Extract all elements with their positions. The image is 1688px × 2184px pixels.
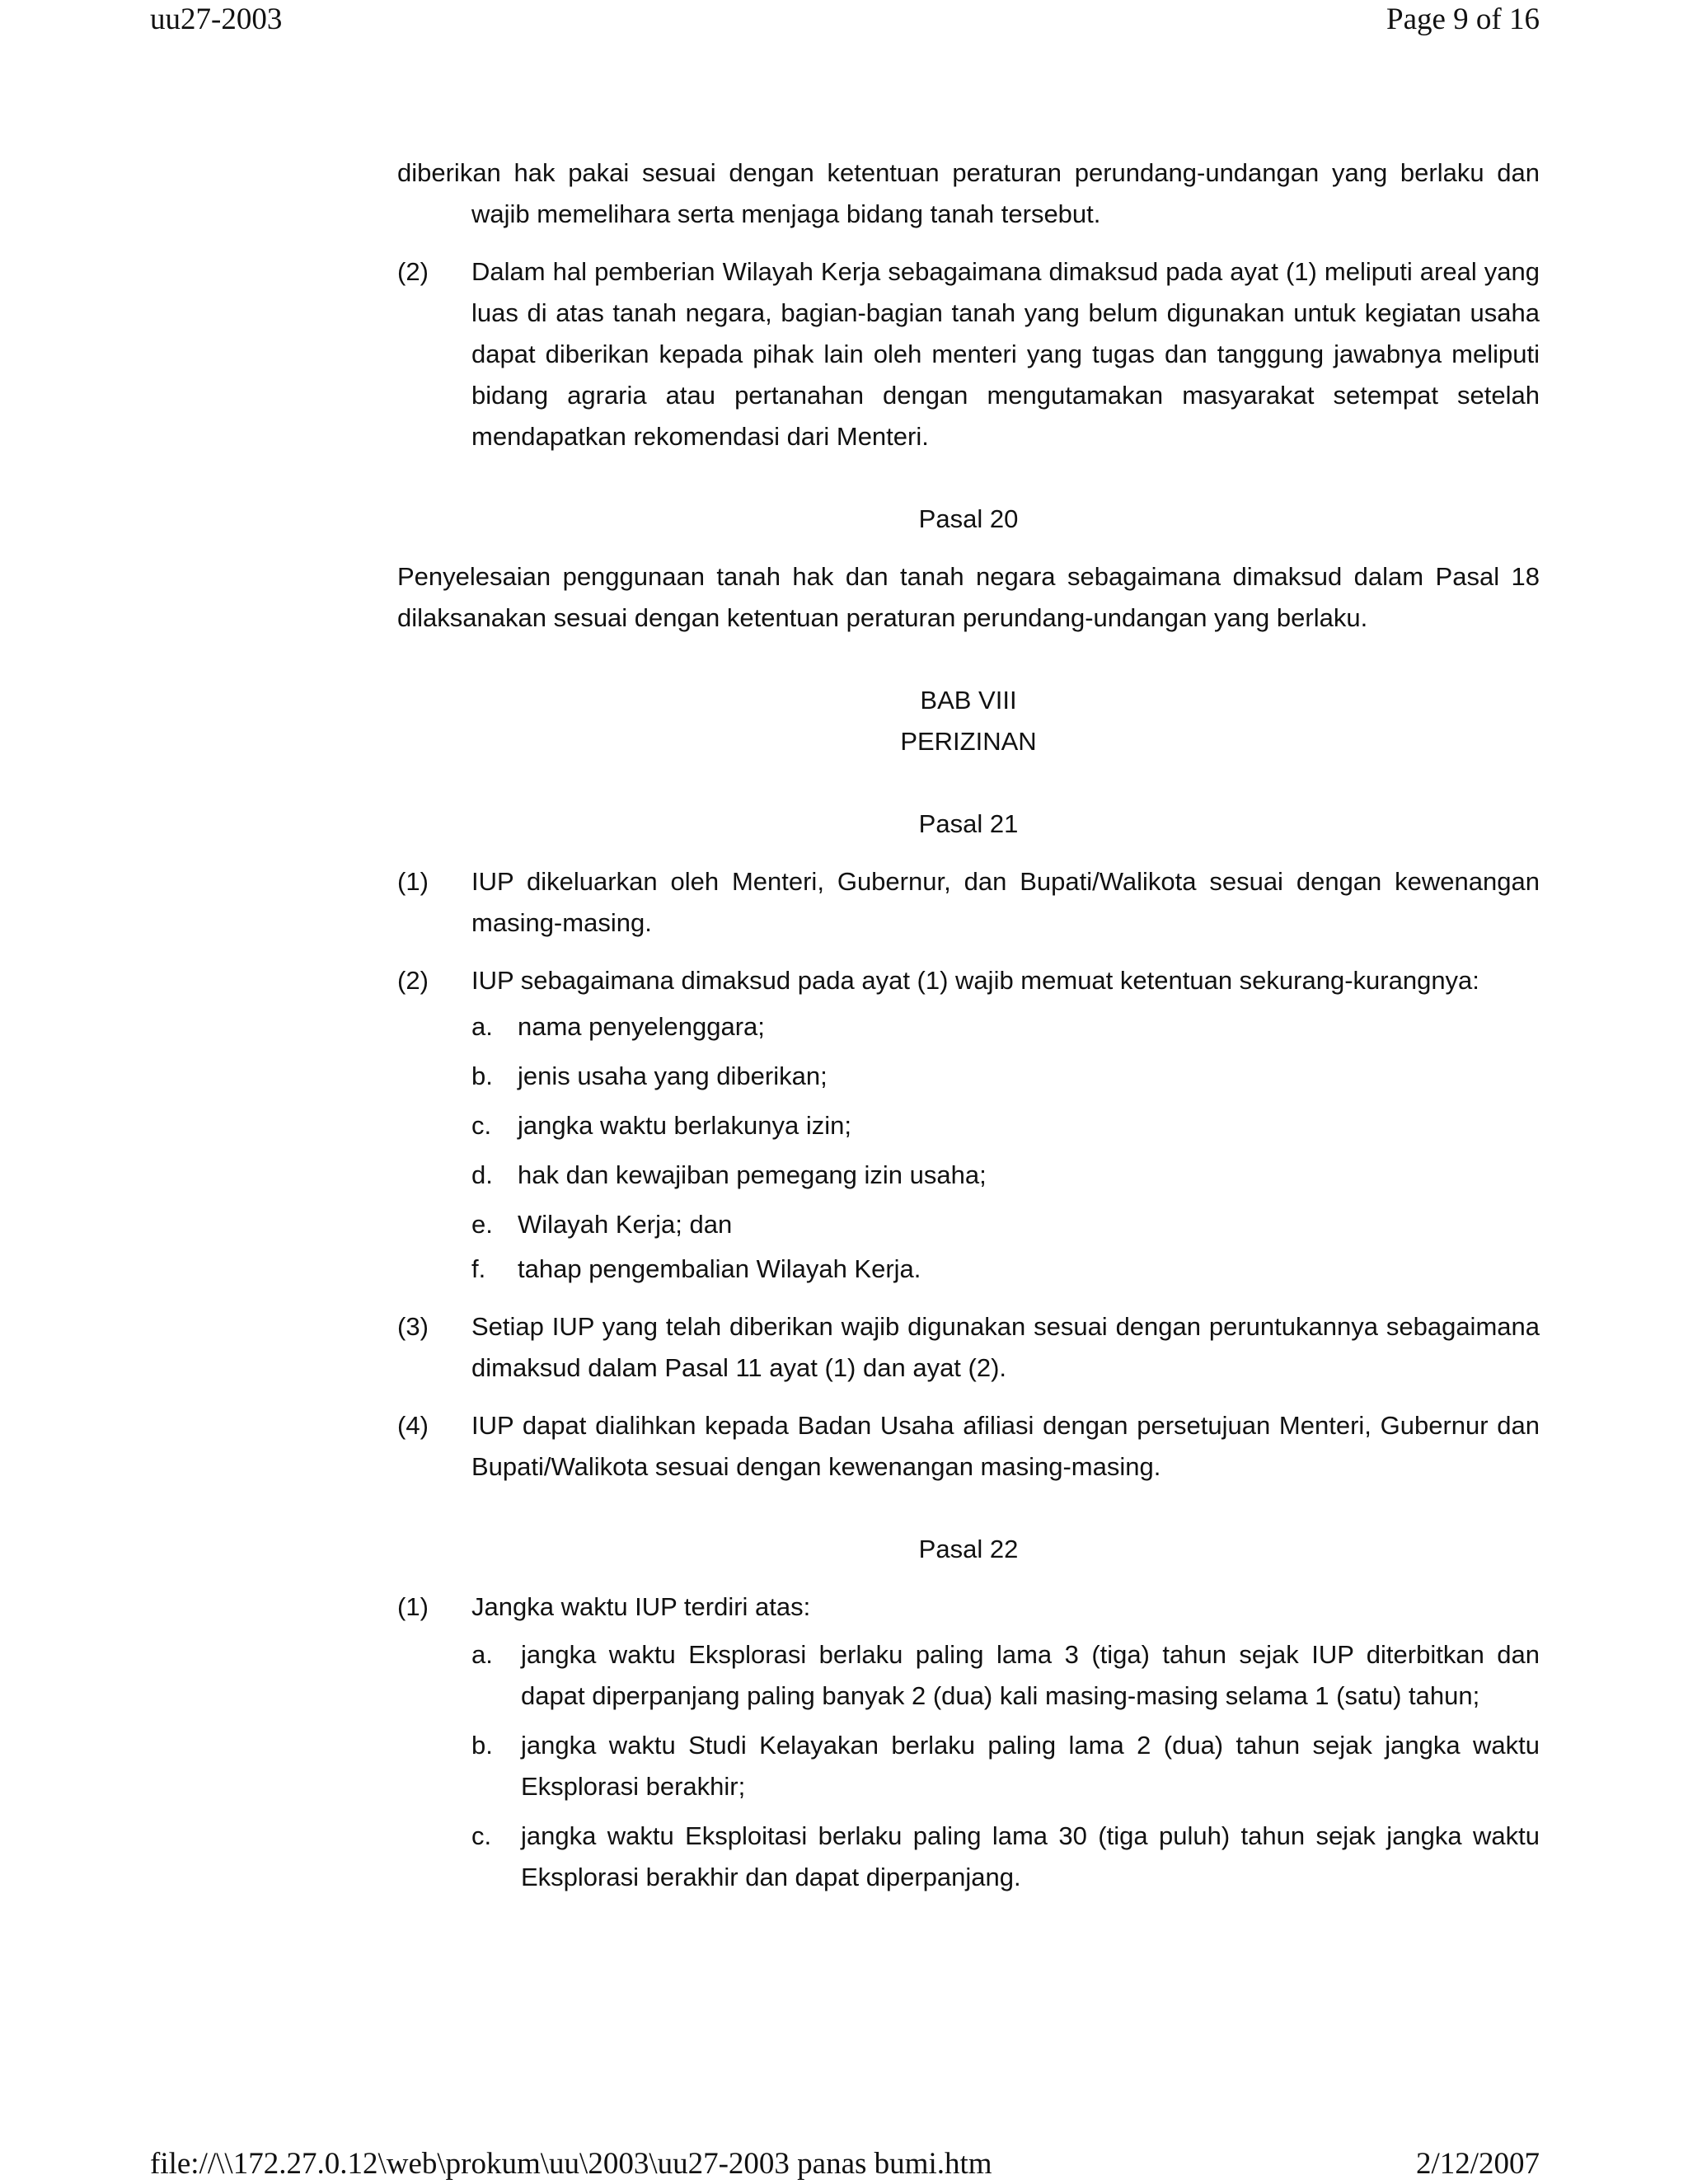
pasal21-heading: Pasal 21 bbox=[918, 809, 1019, 838]
page-number: Page 9 of 16 bbox=[1386, 2, 1540, 36]
list-item bbox=[471, 1155, 1540, 1196]
item-text: IUP dikeluarkan oleh Menteri, Gubernur, dan Bupati/Walikota sesuai dengan kewenangan masing-masing. bbox=[471, 867, 1540, 937]
file-path: file://\\172.27.0.12\web\prokum\uu\2003\uu27-2003 panas bumi.htm bbox=[150, 2147, 992, 2181]
list-letter: c. bbox=[471, 1111, 492, 1140]
list-text: tahap pengembalian Wilayah Kerja. bbox=[518, 1254, 921, 1283]
list-letter: e. bbox=[471, 1210, 493, 1239]
item-number: (2) bbox=[397, 966, 429, 995]
list-text: hak dan kewajiban pemegang izin usaha; bbox=[518, 1160, 987, 1189]
item-number: (1) bbox=[397, 867, 429, 896]
document-code: uu27-2003 bbox=[150, 2, 283, 36]
pasal20-text: Penyelesaian penggunaan tanah hak dan tanah negara sebagaimana dimaksud dalam Pasal 18 dilaksanakan sesuai dengan ketentuan peraturan perundang-undangan yang berlaku. bbox=[397, 562, 1540, 632]
list-text: jangka waktu berlakunya izin; bbox=[518, 1111, 851, 1140]
list-text: jangka waktu Eksplorasi berlaku paling lama 3 (tiga) tahun sejak IUP diterbitkan dan dapat diperpanjang paling banyak 2 (dua) kali masing-masing selama 1 (satu) tahun; bbox=[521, 1640, 1540, 1710]
item-number: (2) bbox=[397, 257, 429, 286]
list-item bbox=[471, 1006, 1540, 1047]
list-item bbox=[471, 1105, 1540, 1146]
pasal20-heading: Pasal 20 bbox=[918, 504, 1019, 533]
list-text: nama penyelenggara; bbox=[518, 1012, 765, 1041]
item-number: (1) bbox=[397, 1592, 429, 1621]
item-text: Setiap IUP yang telah diberikan wajib digunakan sesuai dengan peruntukannya sebagaimana dimaksud dalam Pasal 11 ayat (1) dan ayat (2). bbox=[471, 1312, 1540, 1382]
list-text: jenis usaha yang diberikan; bbox=[518, 1062, 828, 1090]
list-item bbox=[471, 1056, 1540, 1097]
list-item bbox=[471, 1725, 1540, 1807]
pasal21-item-2 bbox=[397, 960, 1540, 1290]
pasal22-item-1 bbox=[397, 1586, 1540, 1898]
list-item bbox=[471, 1634, 1540, 1717]
list-letter: d. bbox=[471, 1160, 493, 1189]
list-item bbox=[471, 1816, 1540, 1898]
pasal19-item-2 bbox=[397, 251, 1540, 457]
pasal22-heading: Pasal 22 bbox=[918, 1535, 1019, 1563]
list-text: jangka waktu Studi Kelayakan berlaku paling lama 2 (dua) tahun sejak jangka waktu Eksplorasi berakhir; bbox=[521, 1731, 1540, 1801]
list-text: jangka waktu Eksploitasi berlaku paling lama 30 (tiga puluh) tahun sejak jangka waktu Eksplorasi berakhir dan dapat diperpanjang. bbox=[521, 1821, 1540, 1891]
list-item bbox=[471, 1204, 1540, 1245]
page-header bbox=[0, 0, 1688, 41]
list-text: Wilayah Kerja; dan bbox=[518, 1210, 733, 1239]
pasal21-subitems bbox=[471, 1006, 1540, 1290]
bab-number: BAB VIII bbox=[920, 686, 1017, 715]
print-date: 2/12/2007 bbox=[1415, 2147, 1540, 2181]
list-item bbox=[471, 1249, 1540, 1290]
item-number: (4) bbox=[397, 1411, 429, 1440]
page-footer bbox=[0, 2143, 1688, 2184]
item-text: Dalam hal pemberian Wilayah Kerja sebagaimana dimaksud pada ayat (1) meliputi areal yang luas di atas tanah negara, bagian-bagian tanah yang belum digunakan untuk kegiatan usaha dapat diberikan kepada pihak lain oleh menteri yang tugas dan tanggung jawabnya meliputi bidang agraria atau pertanahan dengan mengutamakan masyarakat setempat setelah mendapatkan rekomendasi dari Menteri. bbox=[471, 257, 1540, 451]
list-letter: b. bbox=[471, 1062, 493, 1090]
document-body bbox=[397, 152, 1540, 1898]
item-text: Jangka waktu IUP terdiri atas: bbox=[471, 1592, 811, 1621]
item-text: IUP dapat dialihkan kepada Badan Usaha afiliasi dengan persetujuan Menteri, Gubernur dan Bupati/Walikota sesuai dengan kewenangan masing-masing. bbox=[471, 1411, 1540, 1481]
list-letter: a. bbox=[471, 1640, 493, 1669]
bab-title: PERIZINAN bbox=[900, 727, 1037, 756]
list-letter: b. bbox=[471, 1731, 493, 1760]
intro-continuation: diberikan hak pakai sesuai dengan ketentuan peraturan perundang-undangan yang berlaku dan wajib memelihara serta menjaga bidang tanah tersebut. bbox=[397, 158, 1540, 228]
pasal21-item-4 bbox=[397, 1405, 1540, 1488]
pasal21-item-3 bbox=[397, 1306, 1540, 1389]
list-letter: f. bbox=[471, 1254, 486, 1283]
list-letter: a. bbox=[471, 1012, 493, 1041]
item-number: (3) bbox=[397, 1312, 429, 1341]
item-text: IUP sebagaimana dimaksud pada ayat (1) wajib memuat ketentuan sekurang-kurangnya: bbox=[471, 966, 1479, 995]
list-letter: c. bbox=[471, 1821, 492, 1850]
pasal21-item-1 bbox=[397, 861, 1540, 944]
